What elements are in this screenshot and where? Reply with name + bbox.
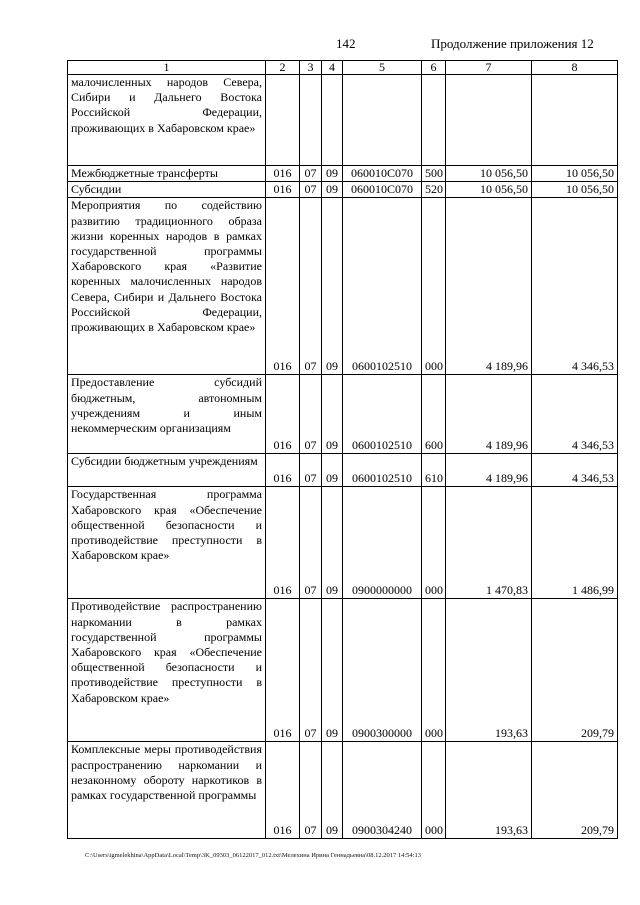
column-header: 7 [446,61,532,75]
row-name: Предоставление субсидий бюджетным, автономным учреждениям и иным некоммерческим организациям [68,375,266,454]
row-amount-2: 209,79 [532,599,618,742]
row-expense-type: 000 [422,487,446,599]
column-header: 6 [422,61,446,75]
budget-table [67,60,618,839]
row-section: 07 [300,198,322,375]
row-target-article: 060010С070 [343,166,422,182]
row-name: малочисленных народов Севера, Сибири и Дальнего Востока Российской Федерации, проживающих в Хабаровском крае» [68,75,266,166]
table-row [68,487,618,599]
row-amount-2: 10 056,50 [532,166,618,182]
row-name: Субсидии бюджетным учреждениям [68,454,266,487]
table-row [68,454,618,487]
row-section: 07 [300,454,322,487]
row-subsection: 09 [322,198,343,375]
row-subsection: 09 [322,182,343,198]
row-amount-1 [446,75,532,166]
column-header: 8 [532,61,618,75]
row-target-article: 060010С070 [343,182,422,198]
row-amount-2: 4 346,53 [532,375,618,454]
row-amount-1: 4 189,96 [446,198,532,375]
row-admin-code: 016 [266,454,300,487]
row-subsection [322,75,343,166]
table-row [68,742,618,839]
row-subsection: 09 [322,742,343,839]
table-row [68,198,618,375]
footer-file-path: C:\Users\igmelekhina\AppData\Local\Temp\3K_09303_06122017_012.txt\Мелехина Ирина Геннадьевна\08.12.2017 14:54:13 [85,852,421,859]
row-amount-1: 1 470,83 [446,487,532,599]
appendix-continuation-title: Продолжение приложения 12 [431,36,594,51]
row-amount-1: 193,63 [446,599,532,742]
row-target-article: 0600102510 [343,375,422,454]
row-target-article: 0600102510 [343,454,422,487]
row-target-article: 0600102510 [343,198,422,375]
row-expense-type: 600 [422,375,446,454]
row-section: 07 [300,599,322,742]
column-header: 2 [266,61,300,75]
row-section: 07 [300,375,322,454]
row-amount-2 [532,75,618,166]
row-expense-type: 000 [422,599,446,742]
row-section [300,75,322,166]
column-header: 3 [300,61,322,75]
row-admin-code: 016 [266,742,300,839]
row-name: Комплексные меры противодействия распространению наркомании и незаконному обороту наркотиков в рамках государственной программы [68,742,266,839]
row-subsection: 09 [322,166,343,182]
row-target-article: 0900304240 [343,742,422,839]
table-row [68,375,618,454]
table-row [68,182,618,198]
row-name: Противодействие распространению наркомании в рамках государственной программы Хабаровского края «Обеспечение общественной безопасности и противодействие преступности в Хабаровском крае» [68,599,266,742]
row-expense-type: 610 [422,454,446,487]
table-header-row [68,61,618,75]
row-admin-code: 016 [266,599,300,742]
row-admin-code: 016 [266,198,300,375]
column-header: 1 [68,61,266,75]
row-subsection: 09 [322,454,343,487]
row-name: Государственная программа Хабаровского края «Обеспечение общественной безопасности и противодействие преступности в Хабаровском крае» [68,487,266,599]
row-subsection: 09 [322,599,343,742]
row-target-article: 0900300000 [343,599,422,742]
row-amount-2: 209,79 [532,742,618,839]
row-subsection: 09 [322,487,343,599]
row-amount-2: 4 346,53 [532,198,618,375]
page-number: 142 [336,36,356,51]
row-name: Субсидии [68,182,266,198]
table-row [68,166,618,182]
row-amount-2: 10 056,50 [532,182,618,198]
row-admin-code [266,75,300,166]
row-section: 07 [300,487,322,599]
row-amount-1: 193,63 [446,742,532,839]
row-amount-1: 10 056,50 [446,182,532,198]
row-section: 07 [300,182,322,198]
row-section: 07 [300,742,322,839]
row-name: Межбюджетные трансферты [68,166,266,182]
row-admin-code: 016 [266,375,300,454]
row-amount-2: 1 486,99 [532,487,618,599]
row-name: Мероприятия по содействию развитию традиционного образа жизни коренных народов в рамках государственной программы Хабаровского края «Развитие коренных малочисленных народов Севера, Сибири и Дальнего Востока Российской Федерации, проживающих в Хабаровском крае» [68,198,266,375]
row-admin-code: 016 [266,487,300,599]
row-expense-type: 000 [422,742,446,839]
row-expense-type: 500 [422,166,446,182]
row-expense-type: 520 [422,182,446,198]
row-subsection: 09 [322,375,343,454]
column-header: 5 [343,61,422,75]
table-row [68,75,618,166]
table-row [68,599,618,742]
row-admin-code: 016 [266,166,300,182]
row-expense-type: 000 [422,198,446,375]
row-section: 07 [300,166,322,182]
row-target-article [343,75,422,166]
row-amount-1: 10 056,50 [446,166,532,182]
row-target-article: 0900000000 [343,487,422,599]
row-amount-2: 4 346,53 [532,454,618,487]
row-admin-code: 016 [266,182,300,198]
column-header: 4 [322,61,343,75]
row-amount-1: 4 189,96 [446,375,532,454]
row-amount-1: 4 189,96 [446,454,532,487]
row-expense-type [422,75,446,166]
